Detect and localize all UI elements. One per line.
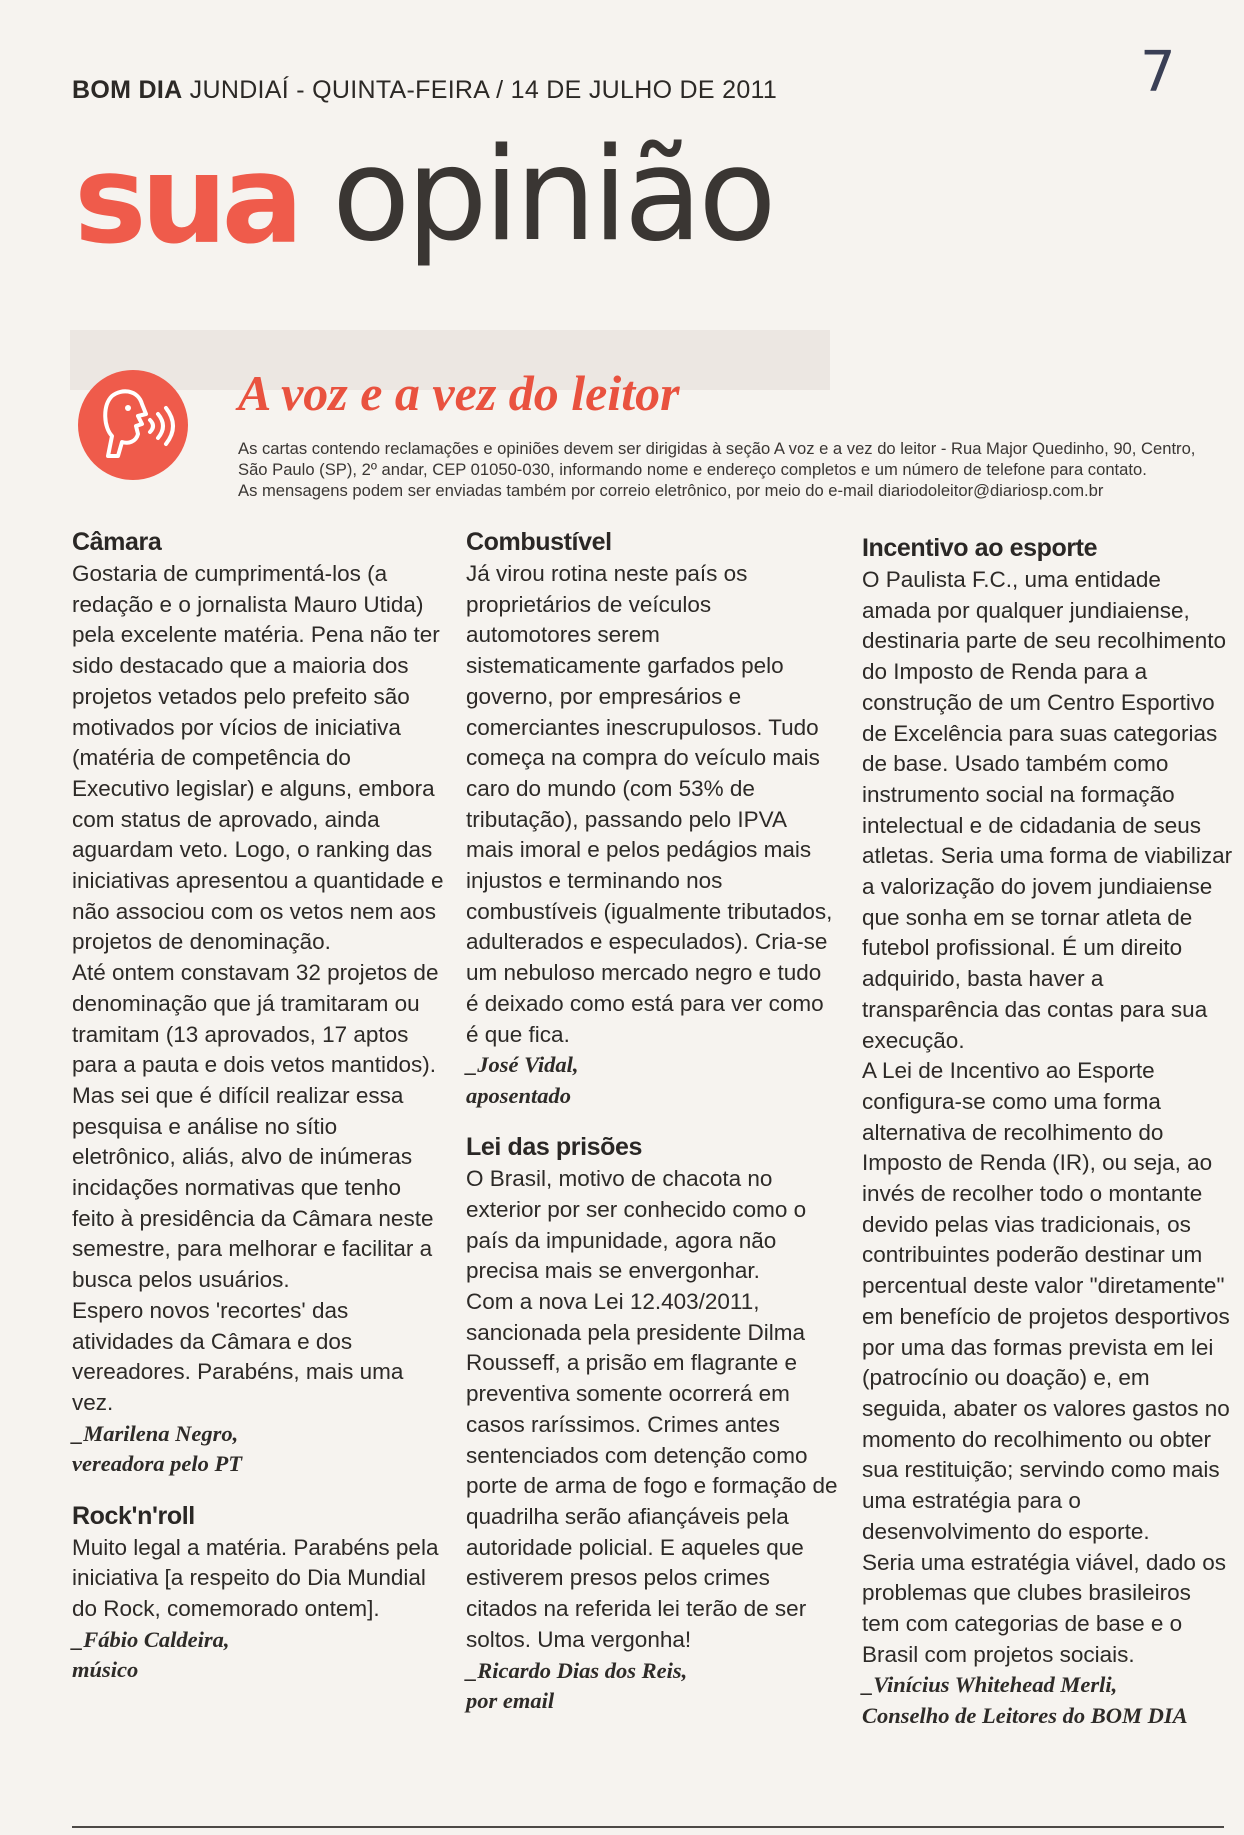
submission-email: As mensagens podem ser enviadas também por correio eletrônico, por meio do e-mail diariodoleitor@diariosp.com.br [238,481,1104,500]
column-2 [466,526,838,1717]
section-submission-info [238,438,1228,501]
header-brand: BOM DIA [72,76,183,104]
letter-camara-paragraph: Mas sei que é difícil realizar essa pesquisa e análise no sítio eletrônico, aliás, alvo de inúmeras incidações normativas que tenho feito à presidência da Câmara neste semestre, para melhorar e facilitar a busca pelos usuários. [72,1082,434,1293]
column-1 [72,526,444,1686]
letter-combustivel-paragraph: Já virou rotina neste país os proprietários de veículos automotores serem sistematicamente garfados pelo governo, por empresários e comerciantes inescrupulosos. Tudo começa na compra do veículo mais caro do mundo (com 53% de tributação), passando pelo IPVA mais imoral e pelos pedágios mais injustos e terminando nos combustíveis (igualmente tributados, adulterados e especulados). Cria-se um nebuloso mercado negro e tudo é deixado como está para ver como é que fica. [466,561,833,1047]
letter-combustivel-role: aposentado [466,1082,572,1108]
letter-esporte-role: Conselho de Leitores do BOM DIA [862,1702,1188,1728]
letter-esporte-paragraph: Seria uma estratégia viável, dado os problemas que clubes brasileiros tem com categorias de base e o Brasil com projetos sociais. [862,1549,1226,1667]
letter-camara-author: _Marilena Negro, [72,1420,239,1446]
letter-esporte-author: _Vinícius Whitehead Merli, [862,1672,1118,1698]
page-header [72,76,777,105]
letter-title-rock: Rock'n'roll [72,1501,195,1530]
letter-prisoes-role: por email [466,1688,555,1713]
letter-camara-paragraph: Gostaria de cumprimentá-los (a redação e o jornalista Mauro Utida) pela excelente matéria. Pena não ter sido destacado que a maioria dos projetos vetados pelo prefeito são motivados por vícios de iniciativa (matéria de competência do Executivo legislar) e alguns, embora com status de aprovado, ainda aguardam veto. Logo, o ranking das iniciativas apresentou a quantidade e não associou com os vetos nem aos projetos de denominação. [72,561,444,955]
letter-title-combustivel: Combustível [466,528,612,556]
letter-camara-paragraph: Até ontem constavam 32 projetos de denominação que já tramitaram ou tramitam (13 aprovados, 17 aptos para a pauta e dois vetos mantidos). [72,960,439,1078]
letter-esporte-paragraph: O Paulista F.C., uma entidade amada por qualquer jundiaiense, destinaria parte de seu recolhimento do Imposto de Renda para a construção de um Centro Esportivo de Excelência para suas categorias de base. Usado também como instrumento social na formação intelectual e de cidadania de seus atletas. Seria uma forma de viabilizar a valorização do jovem jundiaiense que sonha em se tornar atleta de futebol profissional. É um direito adquirido, basta haver a transparência das contas para sua execução. [862,567,1233,1053]
letter-prisoes-paragraph: Com a nova Lei 12.403/2011, sancionada pela presidente Dilma Rousseff, a prisão em flagrante e preventiva somente ocorrerá em casos raríssimos. Crimes antes sentenciados com detenção como porte de arma de fogo e formação de quadrilha serão afiançáveis pela autoridade policial. E aqueles que estiverem presos pelos crimes citados na referida lei terão de ser soltos. Uma vergonha! [466,1289,838,1652]
masthead-sua: sua [74,129,298,271]
letter-rock-author: _Fábio Caldeira, [72,1626,230,1652]
speaking-face-icon [78,370,188,480]
section-title: A voz e a vez do leitor [238,365,680,421]
letter-rock-role: músico [72,1657,139,1683]
letter-camara-role: vereadora pelo PT [72,1451,242,1477]
submission-address: As cartas contendo reclamações e opiniões devem ser dirigidas à seção A voz e a vez do leitor - Rua Major Quedinho, 90, Centro, São Paulo (SP), 2º andar, CEP 01050-030, informando nome e endereço completos e um número de telefone para contato. [238,439,1196,479]
letter-rock-paragraph: Muito legal a matéria. Parabéns pela iniciativa [a respeito do Dia Mundial do Rock, comemorado ontem]. [72,1534,439,1622]
letter-title-prisoes: Lei das prisões [466,1133,643,1162]
handwritten-page-number: 7 [1140,40,1176,105]
column-3 [862,532,1234,1731]
bottom-divider [72,1826,1224,1828]
letter-camara-paragraph: Espero novos 'recortes' das atividades da Câmara e dos vereadores. Parabéns, mais uma vez. [72,1297,404,1415]
letter-combustivel-author: _José Vidal, [466,1052,579,1078]
letter-prisoes-paragraph: O Brasil, motivo de chacota no exterior por ser conhecido como o país da impunidade, agora não precisa mais se envergonhar. [466,1166,807,1284]
header-dateline: JUNDIAÍ - QUINTA-FEIRA / 14 DE JULHO DE 2011 [182,76,778,104]
letter-title-camara: Câmara [72,528,162,556]
masthead-opiniao: opinião [332,121,773,270]
letter-title-esporte: Incentivo ao esporte [862,534,1098,562]
letter-esporte-paragraph: A Lei de Incentivo ao Esporte configura-se como uma forma alternativa de recolhimento do Imposto de Renda (IR), ou seja, ao invés de recolher todo o montante devido pelas vias tradicionais, os contribuintes poderão destinar um percentual deste valor "diretamente" em benefício de projetos desportivos por uma das formas prevista em lei (patrocínio ou doação) e, em seguida, abater os valores gastos no momento do recolhimento ou obter sua restituição; servindo como mais uma estratégia para o desenvolvimento do esporte. [862,1058,1230,1544]
letter-prisoes-author: _Ricardo Dias dos Reis, [466,1657,688,1683]
